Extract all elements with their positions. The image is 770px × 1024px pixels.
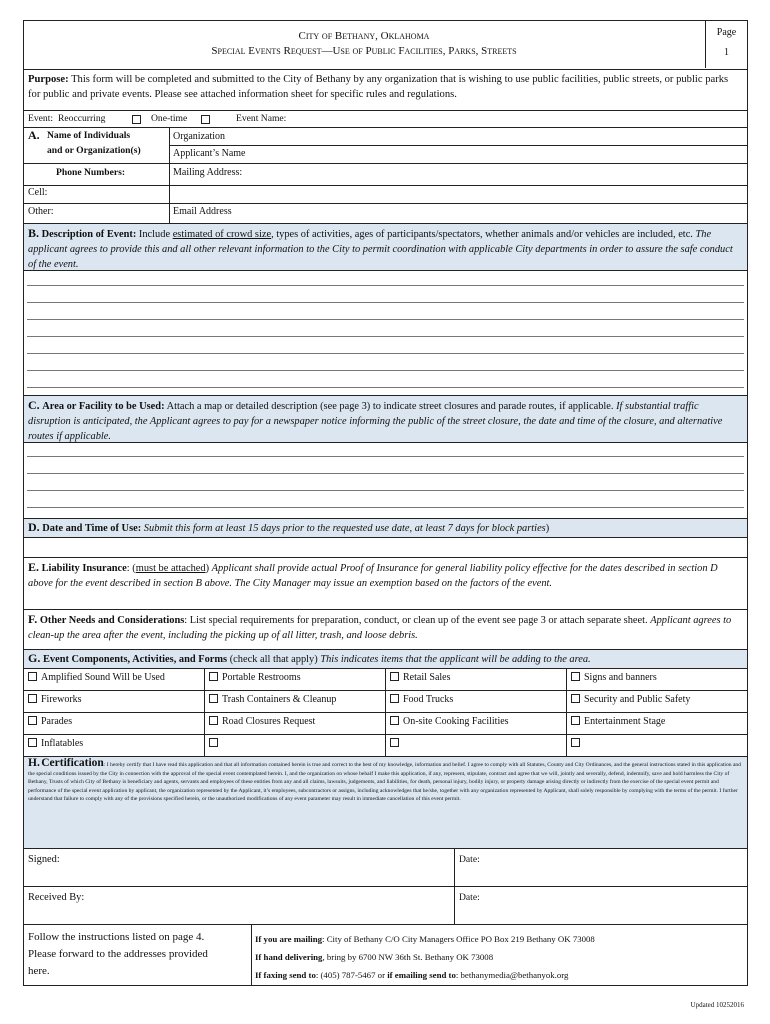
component-checkbox-item[interactable]	[567, 669, 747, 691]
signed-date-field[interactable]: Date:	[459, 854, 480, 865]
received-by-field[interactable]: Received By:	[28, 892, 85, 903]
cell-field[interactable]: Cell:	[28, 187, 48, 198]
section-h	[24, 757, 747, 849]
component-checkbox-item[interactable]	[567, 713, 747, 735]
section-d-italic: Submit this form at least 15 days prior to the requested use date, at least 7 days for block parties	[143, 523, 546, 534]
section-b-letter: B.	[28, 226, 40, 240]
section-g-title: Event Components, Activities, and Forms	[42, 654, 228, 665]
component-label: On-site Cooking Facilities	[403, 716, 509, 727]
section-g-header	[24, 650, 747, 669]
section-c-header	[24, 396, 747, 443]
checkbox-icon[interactable]	[209, 738, 218, 747]
component-label: Entertainment Stage	[584, 716, 666, 727]
component-checkbox-item[interactable]	[205, 669, 386, 691]
section-e-italic: Applicant shall provide actual Proof of Insurance for general liability policy effective for the dates described in section D above for the event described in section B above. The City Manager may issue an exemption based on the factors of the event.	[28, 563, 718, 589]
instructions-line3: here.	[28, 965, 50, 977]
hand-text: , bring by 6700 NW 36th St. Bethany OK 73008	[322, 952, 494, 962]
component-checkbox-item[interactable]	[205, 735, 386, 757]
email-address-field[interactable]: Email Address	[173, 206, 232, 217]
component-checkbox-item[interactable]	[567, 735, 747, 757]
section-e-title: Liability Insurance	[41, 563, 127, 574]
section-e-close: )	[205, 563, 210, 574]
fax-text: : (405) 787-5467 or	[315, 970, 386, 980]
section-b-crowd-size: estimated of crowd size	[172, 229, 272, 240]
section-b-text2: , types of activities, ages of participants/spectators, whether animals and/or vehicles are included, etc.	[271, 229, 693, 240]
section-b-title: Description of Event:	[41, 229, 137, 240]
component-checkbox-item[interactable]	[386, 669, 567, 691]
email-label: if emailing send to	[387, 970, 456, 980]
component-checkbox-item[interactable]	[24, 735, 205, 757]
page-number: 1	[724, 47, 729, 58]
section-h-letter: H.	[28, 757, 40, 769]
page-label: Page	[716, 27, 737, 38]
mailing-label: If you are mailing	[255, 934, 323, 944]
form-title: City of Bethany, Oklahoma	[298, 30, 430, 42]
section-a-letter: A.	[28, 128, 40, 142]
instructions-text	[28, 929, 248, 980]
component-checkbox-item[interactable]	[205, 713, 386, 735]
component-checkbox-item[interactable]	[205, 691, 386, 713]
component-label: Signs and banners	[584, 672, 657, 683]
section-d-tail: )	[545, 523, 550, 534]
instructions-line1: Follow the instructions listed on page 4.	[28, 931, 205, 943]
component-label: Inflatables	[41, 738, 84, 749]
section-d-title: Date and Time of Use:	[42, 523, 142, 534]
section-d-header	[24, 519, 747, 538]
signed-row	[24, 849, 747, 887]
delivery-options	[255, 930, 595, 984]
checkbox-icon[interactable]	[209, 672, 218, 681]
component-label: Amplified Sound Will be Used	[41, 672, 165, 683]
component-checkbox-item[interactable]	[386, 735, 567, 757]
signed-field[interactable]: Signed:	[28, 854, 60, 865]
section-b-lines[interactable]	[24, 271, 747, 396]
checkbox-icon[interactable]	[209, 716, 218, 725]
fax-option	[255, 966, 595, 984]
section-f	[24, 610, 747, 650]
event-label: Event:	[28, 113, 54, 124]
checkbox-icon[interactable]	[28, 716, 37, 725]
applicant-name-field[interactable]: Applicant’s Name	[173, 148, 246, 159]
component-checkbox-item[interactable]	[567, 691, 747, 713]
section-h-title: Certification	[41, 757, 104, 769]
section-d-letter: D.	[28, 520, 40, 534]
hand-label: If hand delivering	[255, 952, 323, 962]
checkbox-icon[interactable]	[571, 716, 580, 725]
event-type-row	[24, 111, 747, 128]
section-e-open: : (	[126, 563, 136, 574]
checkbox-icon[interactable]	[571, 694, 580, 703]
section-c-text: Attach a map or detailed description (see page 3) to indicate street closures and parade routes, if applicable.	[166, 401, 614, 412]
page-number-box	[705, 21, 747, 68]
form-subtitle: Special Events Request—Use of Public Facilities, Parks, Streets	[211, 45, 517, 57]
delivery-instructions	[24, 925, 747, 985]
component-checkbox-item[interactable]	[386, 713, 567, 735]
section-a-label2: and or Organization(s)	[47, 145, 141, 156]
phone-numbers-label: Phone Numbers:	[56, 167, 126, 178]
section-a-label1: Name of Individuals	[47, 130, 131, 141]
section-f-text: : List special requirements for preparation, conduct, or clean up of the event see page 3 or attach separate sheet.	[184, 615, 648, 626]
component-label: Food Trucks	[403, 694, 454, 705]
checkbox-icon[interactable]	[571, 738, 580, 747]
component-label: Fireworks	[41, 694, 82, 705]
fax-label: If faxing send to	[255, 970, 316, 980]
reoccurring-label: Reoccurring	[58, 113, 106, 124]
component-label: Security and Public Safety	[584, 694, 691, 705]
section-e-letter: E.	[28, 560, 40, 574]
component-checkbox-item[interactable]	[24, 713, 205, 735]
form-frame	[23, 20, 748, 986]
checkbox-icon[interactable]	[390, 716, 399, 725]
section-f-title: Other Needs and Considerations	[39, 615, 185, 626]
section-f-italic: Applicant agrees to clean-up the area after the event, including the picking up of all litter, trash, and loose debris.	[28, 615, 732, 641]
mailing-address-field[interactable]: Mailing Address:	[173, 167, 243, 178]
hand-option	[255, 948, 595, 966]
section-b-text: Include	[138, 229, 171, 240]
checkbox-icon[interactable]	[28, 694, 37, 703]
updated-date: Updated 10252016	[690, 1001, 744, 1009]
section-e	[24, 558, 747, 610]
section-f-letter: F.	[28, 612, 38, 626]
email-text: : bethanymedia@bethanyok.org	[455, 970, 569, 980]
section-g-text: (check all that apply)	[229, 654, 318, 665]
purpose-text: This form will be completed and submitted to the City of Bethany by any organization that is wishing to use public facilities, public streets, or public parks for public and private events. Please see attached information sheet for specific rules and regulations.	[28, 74, 729, 100]
form-header	[24, 21, 747, 70]
section-c-italic: If substantial traffic disruption is anticipated, the Applicant agrees to pay for a newspaper notice informing the public of the street closure, the date and time of the closure, and alternative routes if applicable.	[28, 401, 723, 442]
other-phone-field[interactable]: Other:	[28, 206, 54, 217]
section-c-letter: C.	[28, 398, 40, 412]
component-label: Portable Restrooms	[222, 672, 301, 683]
component-checkbox-item[interactable]	[24, 669, 205, 691]
received-date-field[interactable]: Date:	[459, 892, 480, 903]
checkbox-icon[interactable]	[390, 694, 399, 703]
component-label: Road Closures Request	[222, 716, 316, 727]
mailing-option	[255, 930, 595, 948]
checkbox-icon[interactable]	[390, 672, 399, 681]
onetime-label: One-time	[151, 113, 188, 124]
section-h-text: : I hereby certify that I have read this application and that all information contained herein is true and correct to the best of my knowledge, information and belief. I agree to comply with all Statutes, County and City Ordinances, and the general instructions stated in this application and the special conditions issued by the City in connection with the approval of the special event contemplated herein. I, and the organization on whose behalf I make this application, if any, represent, stipulate, contract and agree that we will, jointly and severally, defend, indemnify, save and hold harmless the City of Bethany, Trusts of which City of Bethany is beneficiary and agents, servants and employees of these entities from any and all claims, lawsuits, judgements, and liabilities, for death, personal injury, bodily injury, or property damage arising directly or indirectly from the exercise of the special event permit and performance of the special event application by applicant, the organization represented by the Applicant, it’s employees, subcontractors or assigns, including acknowledges that he/she, together with any organization represented by Applicant, shall solely responsible by complying with the terms of the permit. I further understand that failure to comply with any of the provisions specified herein, or the unauthorized modifications of any event parameter may result in immediate cancellation of this event permit.	[28, 762, 742, 803]
event-name-label: Event Name:	[236, 113, 287, 124]
section-g-italic: This indicates items that the applicant will be adding to the area.	[320, 654, 591, 665]
component-label: Parades	[41, 716, 73, 727]
component-checkbox-item[interactable]	[24, 691, 205, 713]
section-g-letter: G.	[28, 651, 41, 665]
purpose-section	[24, 70, 747, 111]
checkbox-icon[interactable]	[28, 738, 37, 747]
checkbox-icon[interactable]	[209, 694, 218, 703]
mailing-text: : City of Bethany C/O City Managers Office PO Box 219 Bethany OK 73008	[322, 934, 595, 944]
checkbox-icon[interactable]	[390, 738, 399, 747]
section-a	[24, 128, 747, 224]
section-e-must-attach: must be attached	[135, 563, 206, 574]
organization-field[interactable]: Organization	[173, 131, 226, 142]
section-b-header	[24, 224, 747, 271]
purpose-label: Purpose:	[28, 74, 69, 85]
instructions-line2: Please forward to the addresses provided	[28, 948, 208, 960]
checkbox-icon[interactable]	[28, 672, 37, 681]
components-grid	[24, 669, 747, 757]
section-d-field[interactable]	[24, 538, 747, 558]
component-label: Retail Sales	[403, 672, 451, 683]
component-label: Trash Containers & Cleanup	[222, 694, 337, 705]
checkbox-icon[interactable]	[571, 672, 580, 681]
section-b-italic: The applicant agrees to provide this and all other relevant information to the City to permit coordination with applicable City departments in order to assure the safe conduct of the event.	[28, 229, 733, 270]
component-checkbox-item[interactable]	[386, 691, 567, 713]
received-row	[24, 887, 747, 925]
section-c-title: Area or Facility to be Used:	[42, 401, 165, 412]
section-c-lines[interactable]	[24, 443, 747, 519]
